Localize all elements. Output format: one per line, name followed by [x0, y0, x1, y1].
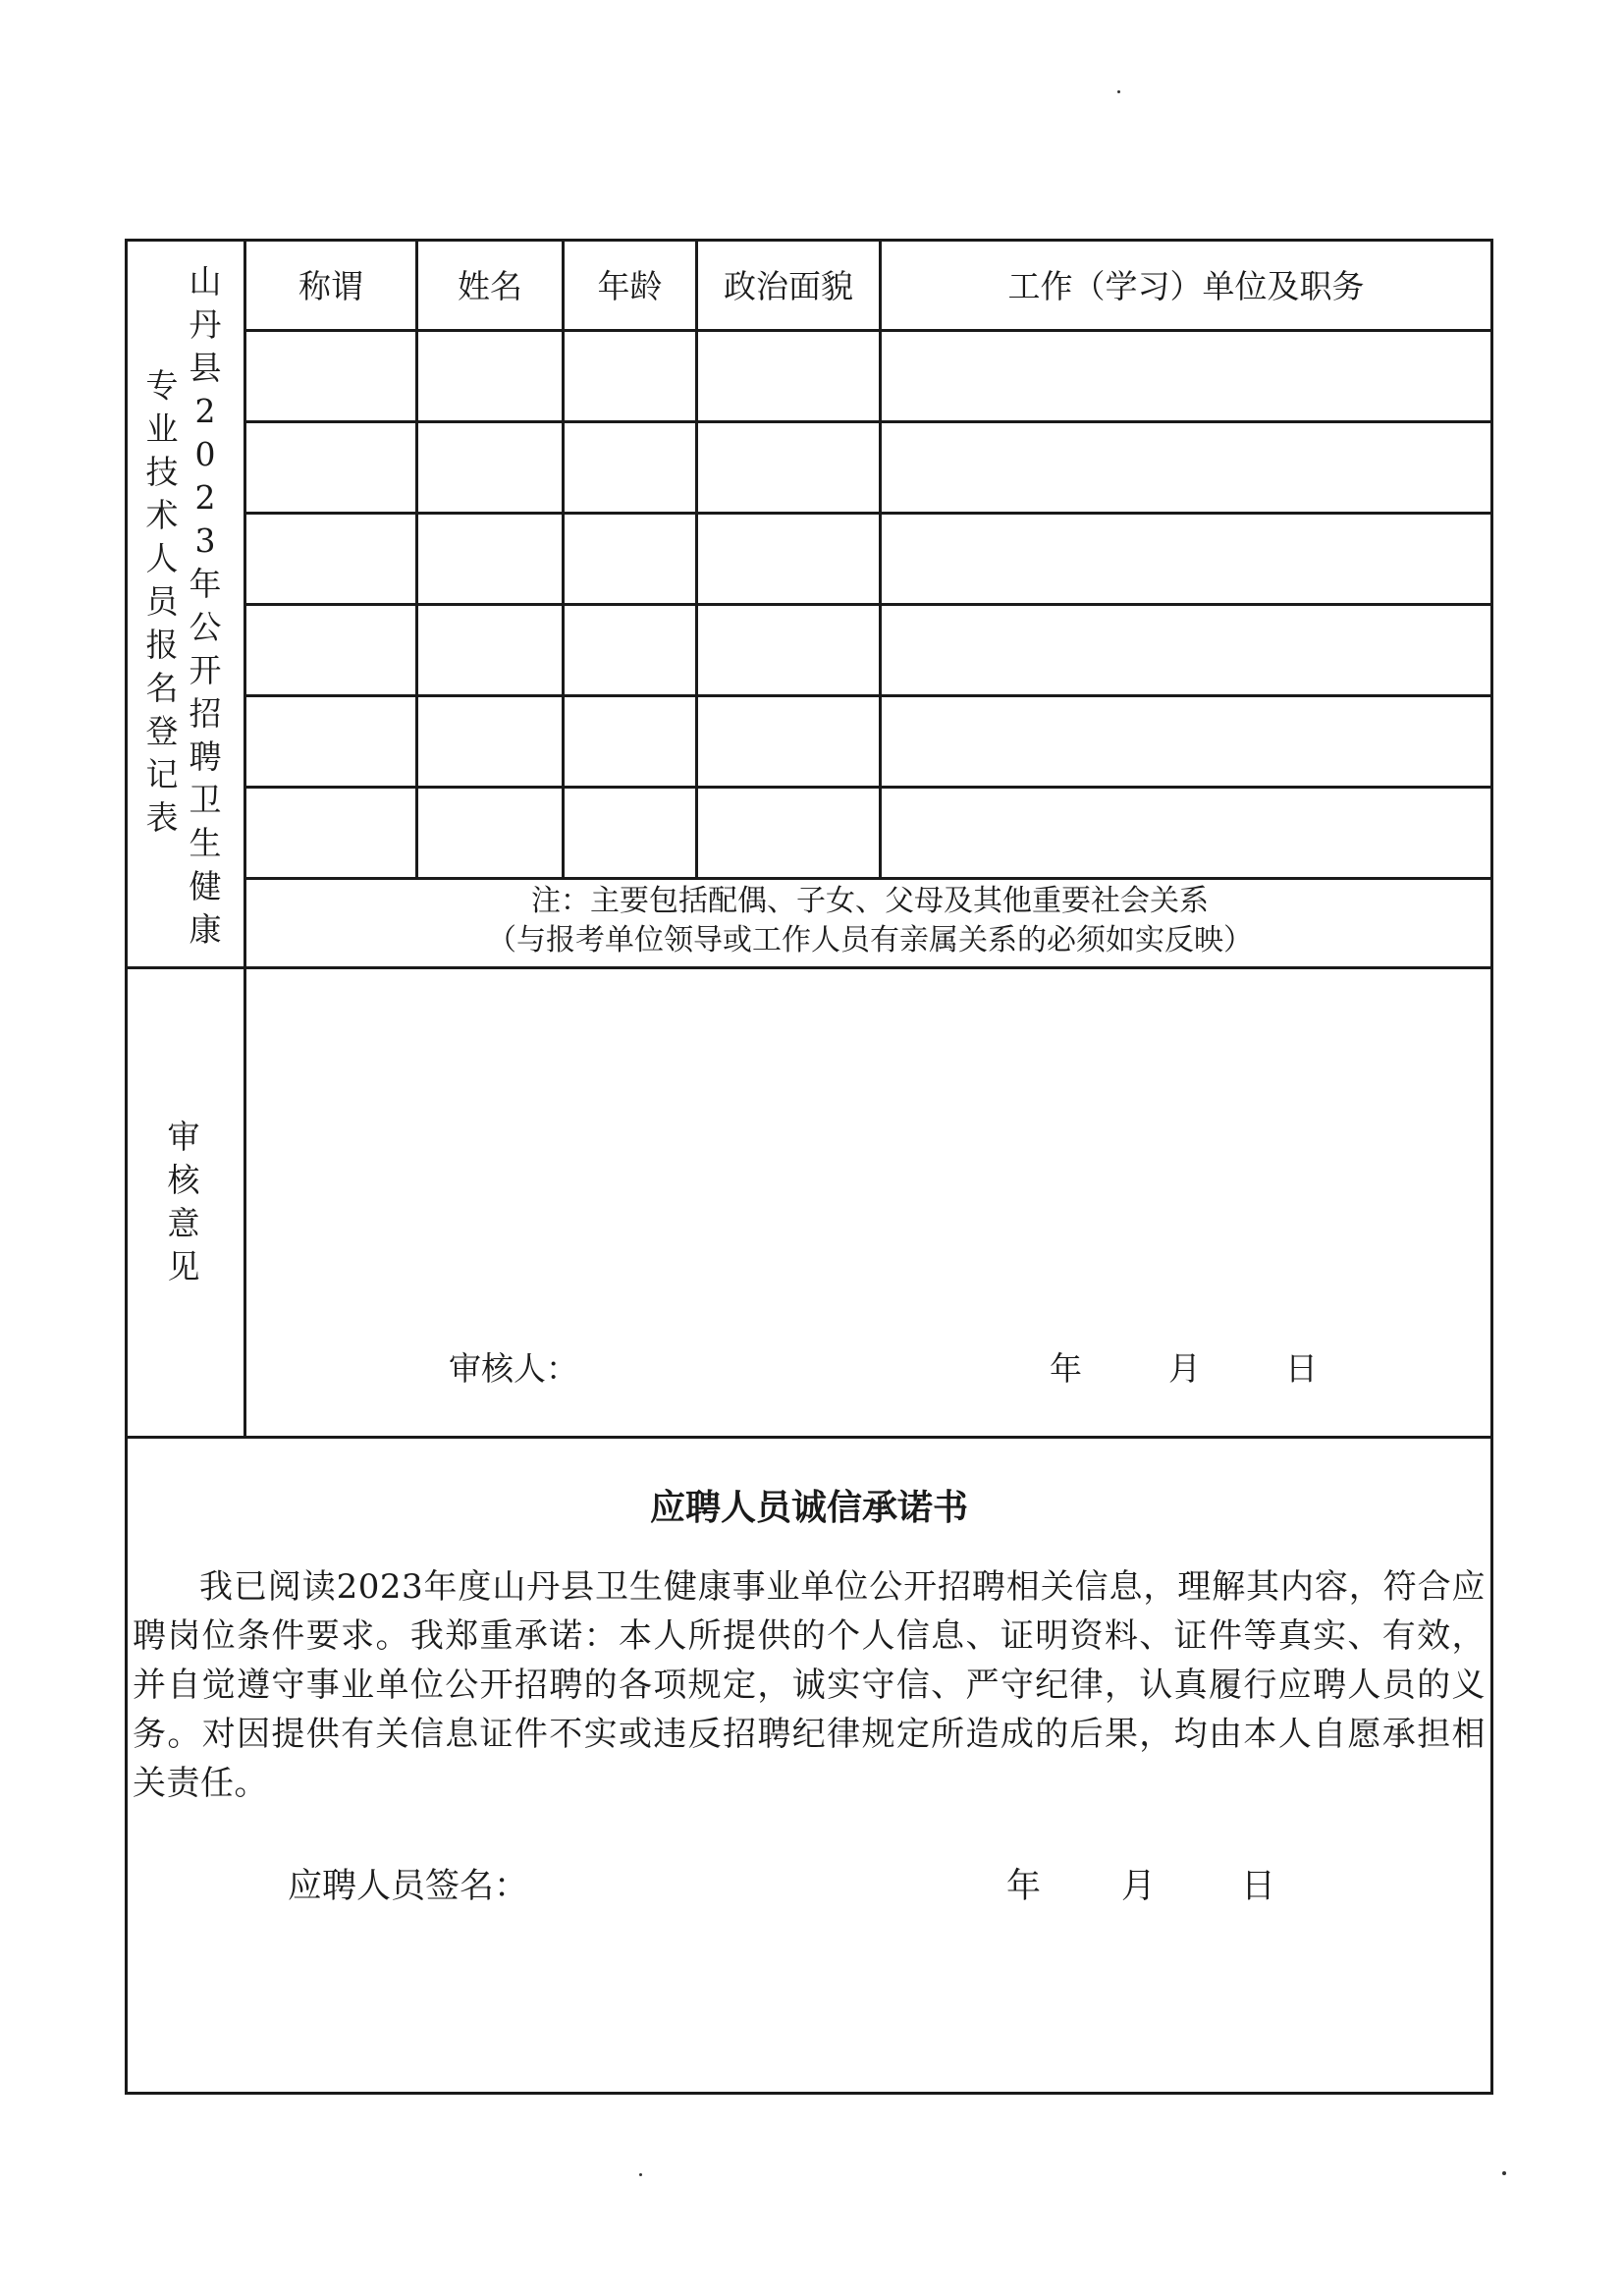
vertical-char: 表 — [145, 798, 179, 837]
header-name: 姓名 — [458, 266, 522, 305]
vertical-char: 见 — [167, 1247, 200, 1285]
cell-political[interactable] — [698, 697, 879, 786]
cell-title[interactable] — [246, 515, 415, 603]
note-line-1: 注：主要包括配偶、子女、父母及其他重要社会关系 — [531, 884, 1209, 918]
vertical-char: 县 — [189, 349, 222, 387]
promise-body: 我已阅读2023年度山丹县卫生健康事业单位公开招聘相关信息，理解其内容，符合应聘岗位条件要求。我郑重承诺：本人所提供的个人信息、证明资料、证件等真实、有效，并自觉遵守事业单位公开招聘的各项规定，诚实守信、严守纪律，认真履行应聘人员的义务。对因提供有关信息证件不实或违反招聘纪律规定所造成的后果，均由本人自愿承担相关责任。 — [133, 1567, 1486, 1803]
vertical-char: 健 — [189, 867, 222, 905]
cell-age[interactable] — [565, 606, 695, 694]
section-divider — [125, 1436, 1493, 1439]
cell-age[interactable] — [565, 332, 695, 420]
signature-day: 日 — [1241, 1867, 1276, 1906]
vertical-char: 业 — [145, 410, 179, 448]
cell-work[interactable] — [882, 515, 1490, 603]
registration-form — [125, 239, 1493, 2095]
review-label — [162, 1116, 205, 1288]
cell-work[interactable] — [882, 423, 1490, 512]
vertical-char: 3 — [194, 521, 216, 560]
cell-political[interactable] — [698, 789, 879, 877]
cell-age[interactable] — [565, 515, 695, 603]
signature-month: 月 — [1121, 1867, 1157, 1906]
form-title-column-1 — [186, 260, 225, 952]
cell-name[interactable] — [418, 606, 562, 694]
vertical-char: 0 — [194, 435, 216, 473]
scan-speck — [639, 2173, 642, 2176]
vertical-char: 丹 — [189, 305, 222, 344]
border-bottom — [125, 2092, 1493, 2095]
cell-political[interactable] — [698, 515, 879, 603]
cell-title[interactable] — [246, 606, 415, 694]
cell-name[interactable] — [418, 789, 562, 877]
vertical-char: 生 — [189, 824, 222, 862]
cell-age[interactable] — [565, 697, 695, 786]
vertical-char: 审 — [167, 1118, 200, 1156]
border-left — [125, 239, 128, 2095]
cell-political[interactable] — [698, 423, 879, 512]
table-bottom — [243, 877, 1493, 880]
vertical-char: 报 — [145, 626, 179, 664]
vertical-char: 登 — [145, 712, 179, 750]
vertical-char: 2 — [194, 392, 216, 430]
cell-name[interactable] — [418, 697, 562, 786]
reviewer-label: 审核人： — [449, 1349, 578, 1388]
border-right — [1490, 239, 1493, 2095]
cell-age[interactable] — [565, 423, 695, 512]
cell-work[interactable] — [882, 332, 1490, 420]
cell-work[interactable] — [882, 789, 1490, 877]
cell-name[interactable] — [418, 332, 562, 420]
review-month: 月 — [1168, 1349, 1201, 1388]
vertical-char: 记 — [145, 755, 179, 793]
cell-name[interactable] — [418, 515, 562, 603]
signature-year: 年 — [1006, 1867, 1042, 1906]
review-day: 日 — [1285, 1349, 1318, 1388]
vertical-char: 意 — [167, 1204, 200, 1242]
vertical-char: 专 — [145, 366, 179, 405]
review-year: 年 — [1050, 1349, 1082, 1388]
scan-speck — [1502, 2171, 1506, 2175]
vertical-char: 技 — [145, 453, 179, 491]
vertical-char: 康 — [189, 910, 222, 949]
signature-field[interactable] — [498, 1854, 969, 1903]
vertical-char: 公 — [189, 608, 222, 646]
vertical-char: 术 — [145, 496, 179, 534]
vertical-char: 聘 — [189, 738, 222, 776]
form-title-column-2 — [142, 364, 182, 840]
header-age: 年龄 — [597, 266, 663, 305]
header-work: 工作（学习）单位及职务 — [1007, 266, 1365, 305]
cell-age[interactable] — [565, 789, 695, 877]
cell-title[interactable] — [246, 789, 415, 877]
cell-political[interactable] — [698, 332, 879, 420]
vertical-char: 招 — [189, 694, 222, 733]
cell-name[interactable] — [418, 423, 562, 512]
vertical-char: 年 — [189, 565, 222, 603]
vertical-char: 开 — [189, 651, 222, 689]
header-title: 称谓 — [298, 266, 363, 305]
vertical-char: 名 — [145, 669, 179, 707]
promise-title: 应聘人员诚信承诺书 — [649, 1487, 968, 1528]
cell-title[interactable] — [246, 697, 415, 786]
scan-speck — [1117, 90, 1120, 93]
cell-political[interactable] — [698, 606, 879, 694]
cell-work[interactable] — [882, 606, 1490, 694]
vertical-char: 卫 — [189, 781, 222, 819]
cell-title[interactable] — [246, 423, 415, 512]
cell-work[interactable] — [882, 697, 1490, 786]
vertical-char: 核 — [167, 1161, 200, 1199]
vertical-char: 员 — [145, 582, 179, 621]
vertical-char: 人 — [145, 539, 179, 577]
note-line-2: （与报考单位领导或工作人员有亲属关系的必须如实反映） — [487, 923, 1253, 957]
header-political: 政治面貌 — [724, 266, 853, 305]
vertical-char: 山 — [189, 262, 222, 301]
signature-label: 应聘人员签名： — [288, 1867, 529, 1906]
vertical-char: 2 — [194, 478, 216, 517]
cell-title[interactable] — [246, 332, 415, 420]
